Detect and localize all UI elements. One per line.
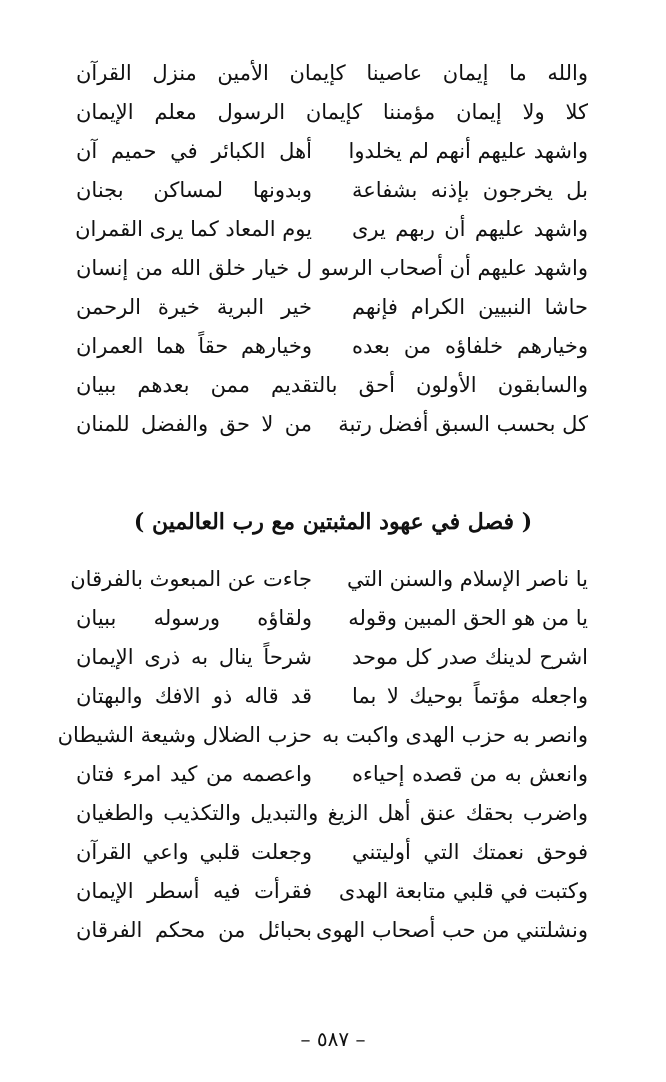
verse-first-hemistich: يا ناصر الإسلام والسنن التي [346, 567, 588, 591]
verse-line [76, 911, 588, 950]
verse-first-hemistich: حاشا النبيين الكرام فإنهم [352, 295, 588, 319]
verse-line [76, 327, 588, 366]
verse-line [76, 93, 588, 132]
verse-line [76, 872, 588, 911]
verse-full-line: واضرب بحقك عنق أهل الزيغ والتبديل والتكذيب والطغيان [76, 801, 588, 825]
verse-second-hemistich: فقرأت فيه أسطر الإيمان [76, 879, 312, 903]
verse-line [76, 171, 588, 210]
verse-line [76, 210, 588, 249]
verse-first-hemistich: وخيارهم خلفاؤه من بعده [352, 334, 588, 358]
page-number: – ٥٨٧ – [300, 1027, 366, 1051]
verse-line [76, 249, 588, 288]
verse-full-line: كلا ولا إيمان مؤمننا كإيمان الرسول معلم الإيمان [76, 100, 588, 124]
verse-second-hemistich: حزب الضلال وشيعة الشيطان [57, 723, 312, 747]
verse-line [57, 716, 588, 755]
verse-line [76, 677, 588, 716]
verse-line [76, 794, 588, 833]
verse-line [76, 405, 588, 444]
verse-first-hemistich: وانعش به من قصده إحياءه [352, 762, 588, 786]
verse-first-hemistich: واشهد عليهم أن أصحاب الرسو [320, 256, 588, 280]
verse-line [76, 132, 588, 171]
verse-first-hemistich: فوحق نعمتك التي أوليتني [352, 840, 588, 864]
verse-line [76, 599, 588, 638]
verse-line [76, 638, 588, 677]
verse-second-hemistich: وبدونها لمساكن بجنان [76, 178, 312, 202]
section-title: ( فصل في عهود المثبتين مع رب العالمين ) [133, 509, 533, 535]
verse-second-hemistich: بحبائل من محكم الفرقان [76, 918, 312, 942]
verse-first-hemistich: واشهد عليهم أنهم لم يخلدوا [348, 139, 588, 163]
verse-full-line: والله ما إيمان عاصينا كإيمان الأمين منزل القرآن [76, 61, 588, 85]
verse-line [76, 755, 588, 794]
verse-line [76, 366, 588, 405]
verse-line [70, 560, 588, 599]
verse-second-hemistich: أهل الكبائر في حميم آن [76, 139, 312, 163]
verse-first-hemistich: يا من هو الحق المبين وقوله [348, 606, 588, 630]
poem-block-2 [57, 560, 588, 950]
verse-second-hemistich: وخيارهم حقاً هما العمران [76, 334, 312, 358]
verse-full-line: والسابقون الأولون أحق بالتقديم ممن بعدهم ببيان [76, 373, 588, 397]
verse-first-hemistich: بل يخرجون بإذنه بشفاعة [352, 178, 588, 202]
verse-line [76, 54, 588, 93]
verse-first-hemistich: ونشلتني من حب أصحاب الهوى [316, 918, 588, 942]
verse-second-hemistich: وجعلت قلبي واعي القرآن [76, 840, 312, 864]
verse-first-hemistich: وانصر به حزب الهدى واكبت به [322, 723, 588, 747]
verse-line [76, 288, 588, 327]
verse-second-hemistich: من لا حق والفضل للمنان [76, 412, 312, 436]
verse-first-hemistich: واجعله مؤتماً بوحيك لا بما [352, 684, 588, 708]
poem-block-1 [76, 54, 588, 444]
verse-second-hemistich: يوم المعاد كما يرى القمران [75, 217, 312, 241]
verse-second-hemistich: جاءت عن المبعوث بالفرقان [70, 567, 312, 591]
verse-second-hemistich: خير البرية خيرة الرحمن [76, 295, 312, 319]
verse-second-hemistich: شرحاً ينال به ذرى الإيمان [76, 645, 312, 669]
verse-second-hemistich: ولقاؤه ورسوله ببيان [76, 606, 312, 630]
verse-first-hemistich: واشهد عليهم أن ربهم يرى [352, 217, 588, 241]
verse-second-hemistich: ل خيار خلق الله من إنسان [76, 256, 312, 280]
verse-second-hemistich: واعصمه من كيد امرء فتان [76, 762, 312, 786]
verse-second-hemistich: قد قاله ذو الافك والبهتان [76, 684, 312, 708]
verse-first-hemistich: اشرح لدينك صدر كل موحد [352, 645, 588, 669]
verse-line [76, 833, 588, 872]
verse-first-hemistich: وكتبت في قلبي متابعة الهدى [338, 879, 588, 903]
verse-first-hemistich: كل بحسب السبق أفضل رتبة [338, 412, 588, 436]
